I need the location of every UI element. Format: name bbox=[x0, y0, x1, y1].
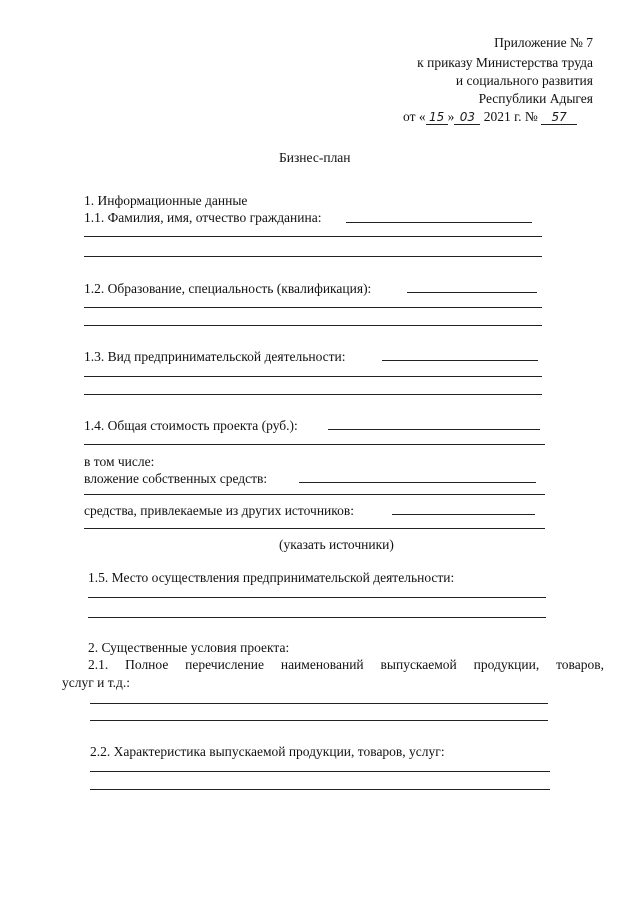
other-funds-label: средства, привлекаемые из других источников: bbox=[84, 503, 355, 518]
section1-heading: 1. Информационные данные bbox=[84, 193, 248, 208]
document-title: Бизнес-план bbox=[279, 150, 351, 165]
date-month-value: 03 bbox=[454, 110, 480, 125]
question-2-1-cont: услуг и т.д.: bbox=[62, 675, 130, 690]
order-date-line bbox=[403, 109, 577, 125]
answer-line-1-3c[interactable] bbox=[84, 394, 542, 395]
answer-line-1-4b[interactable] bbox=[84, 444, 545, 445]
answer-line-2-1[interactable] bbox=[90, 703, 548, 704]
answer-line-1-1c[interactable] bbox=[84, 256, 542, 257]
other-funds-line-b[interactable] bbox=[84, 528, 545, 529]
answer-line-2-2[interactable] bbox=[90, 771, 550, 772]
order-reference-line: к приказу Министерства труда bbox=[417, 55, 593, 70]
including-label: в том числе: bbox=[84, 454, 155, 469]
answer-line-1-2c[interactable] bbox=[84, 325, 542, 326]
question-2-2: 2.2. Характеристика выпускаемой продукции, товаров, услуг: bbox=[90, 744, 445, 759]
question-1-4: 1.4. Общая стоимость проекта (руб.): bbox=[84, 418, 298, 433]
question-1-5: 1.5. Место осуществления предпринимательской деятельности: bbox=[88, 570, 455, 585]
order-number-value: 57 bbox=[541, 110, 577, 125]
date-prefix: от « bbox=[403, 109, 426, 124]
answer-line-1-1[interactable] bbox=[346, 222, 532, 223]
question-1-2: 1.2. Образование, специальность (квалификация): bbox=[84, 281, 372, 296]
answer-line-2-2b[interactable] bbox=[90, 789, 550, 790]
question-1-3: 1.3. Вид предпринимательской деятельности: bbox=[84, 349, 346, 364]
answer-line-1-3b[interactable] bbox=[84, 376, 542, 377]
answer-line-1-4[interactable] bbox=[328, 429, 540, 430]
ministry-line: и социального развития bbox=[455, 73, 593, 88]
date-year: 2021 г. № bbox=[483, 109, 538, 124]
annex-number: Приложение № 7 bbox=[494, 35, 593, 50]
answer-line-1-5[interactable] bbox=[88, 597, 546, 598]
question-1-1: 1.1. Фамилия, имя, отчество гражданина: bbox=[84, 210, 322, 225]
section2-heading: 2. Существенные условия проекта: bbox=[88, 640, 290, 655]
answer-line-1-3[interactable] bbox=[382, 360, 538, 361]
date-mid: » bbox=[447, 109, 455, 124]
question-2-1: 2.1. Полное перечисление наименований выпускаемой продукции, товаров, bbox=[88, 657, 604, 672]
answer-line-1-2[interactable] bbox=[407, 292, 537, 293]
own-funds-line[interactable] bbox=[299, 482, 536, 483]
specify-sources-hint: (указать источники) bbox=[279, 537, 394, 552]
answer-line-1-5b[interactable] bbox=[88, 617, 546, 618]
answer-line-2-1b[interactable] bbox=[90, 720, 548, 721]
republic-line: Республики Адыгея bbox=[478, 91, 593, 106]
other-funds-line[interactable] bbox=[392, 514, 535, 515]
answer-line-1-2b[interactable] bbox=[84, 307, 542, 308]
date-day-value: 15 bbox=[426, 110, 448, 125]
answer-line-1-1b[interactable] bbox=[84, 236, 542, 237]
own-funds-label: вложение собственных средств: bbox=[84, 471, 268, 486]
own-funds-line-b[interactable] bbox=[84, 494, 545, 495]
